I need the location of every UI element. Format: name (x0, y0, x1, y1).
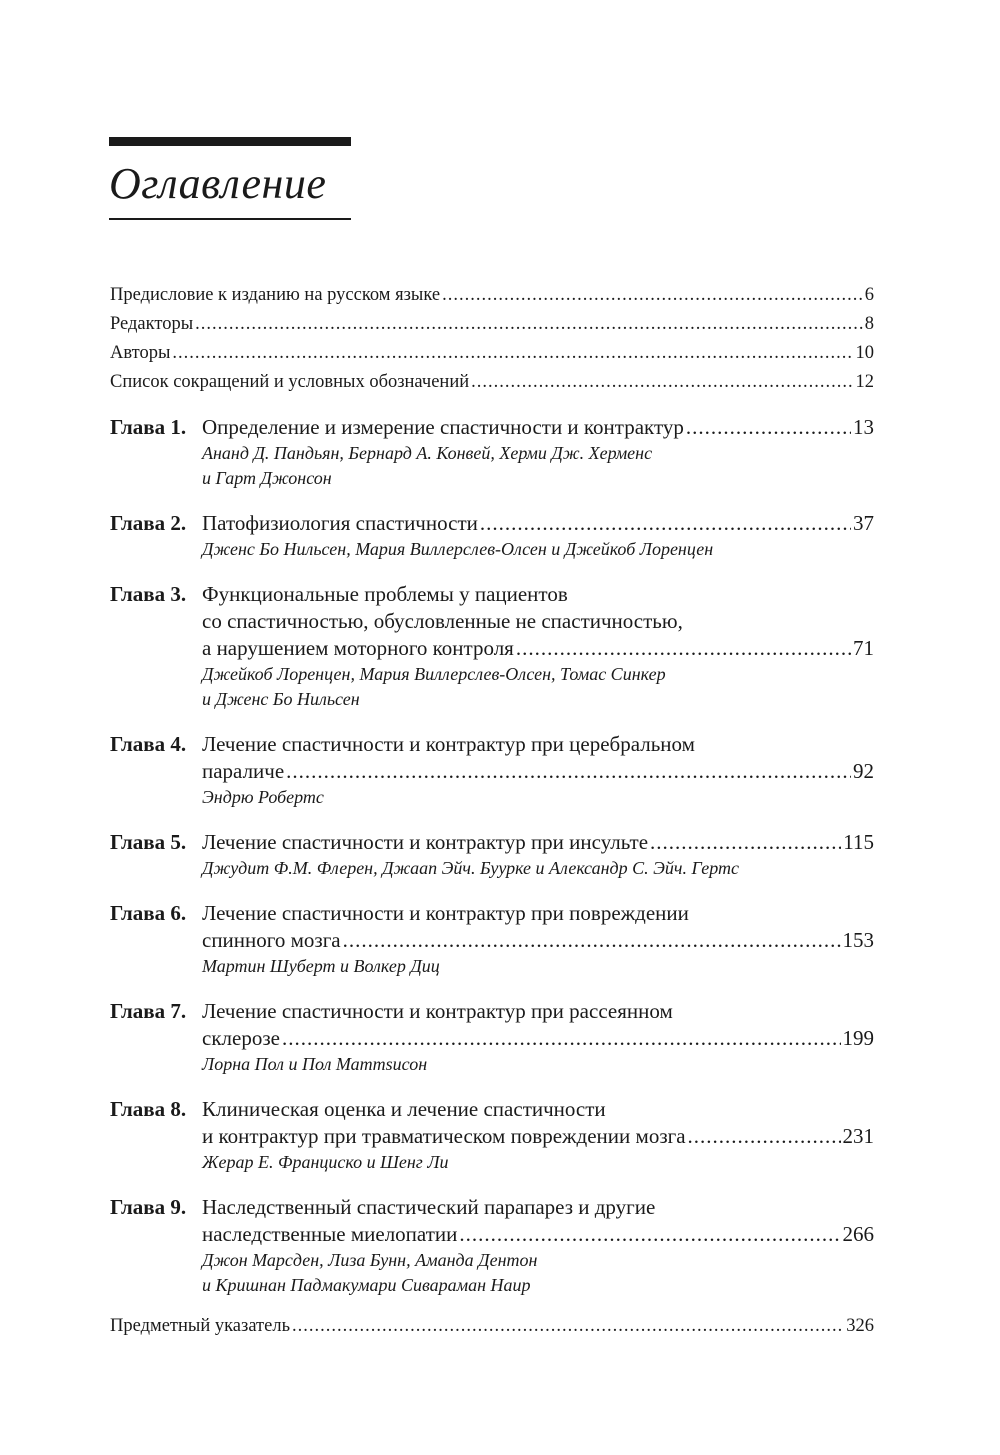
page-number: 6 (864, 285, 874, 305)
chapter-title-line (202, 1221, 874, 1248)
chapter-label: Глава 3. (110, 582, 187, 606)
chapter-label: Глава 8. (110, 1097, 187, 1121)
page-number: 231 (842, 1124, 874, 1148)
entry-spacer (110, 562, 874, 581)
heading-top-rule (109, 137, 351, 146)
table-of-contents (110, 281, 874, 1341)
page-number: 8 (864, 314, 874, 334)
chapter-title-line: Наследственный спастический парапарез и другие (202, 1195, 656, 1219)
chapter-title-text: а нарушением моторного контроля (202, 636, 514, 660)
entry-label: Авторы (110, 343, 171, 363)
toc-entry-front-matter[interactable] (110, 310, 874, 339)
dot-leader (292, 1312, 844, 1341)
chapter-authors: Лорна Пол и Пол Маттsисон (202, 1054, 428, 1074)
chapter-title-line (202, 758, 874, 785)
entry-spacer (110, 810, 874, 829)
page-number: 13 (853, 415, 874, 439)
chapter-label: Глава 2. (110, 511, 187, 535)
page-number: 326 (846, 1316, 874, 1336)
chapter-title-text: склерозе (202, 1026, 280, 1050)
page-number: 71 (853, 636, 874, 660)
chapter-label: Глава 9. (110, 1195, 187, 1219)
entry-label: Предисловие к изданию на русском языке (110, 285, 441, 305)
chapter-title-text: параличе (202, 759, 285, 783)
toc-entry-front-matter[interactable] (110, 339, 874, 368)
chapter-label: Глава 5. (110, 830, 187, 854)
chapter-authors: Мартин Шуберт и Волкер Диц (202, 956, 440, 976)
page-number: 12 (855, 372, 874, 392)
entry-label: Редакторы (110, 314, 194, 334)
page-number: 199 (842, 1026, 874, 1050)
toc-entry-front-matter[interactable] (110, 281, 874, 310)
chapter-title-text: Лечение спастичности и контрактур при инсульте (202, 830, 649, 854)
entry-spacer (110, 1175, 874, 1194)
entry-spacer (110, 979, 874, 998)
chapter-title-line (202, 1025, 874, 1052)
chapter-authors: Ананд Д. Пандьян, Бернард А. Конвей, Херми Дж. Херменс (202, 443, 653, 463)
chapter-body (202, 998, 874, 1077)
chapter-authors: и Дженс Бо Нильсен (202, 689, 360, 709)
dot-leader (172, 339, 853, 368)
page-number: 153 (842, 928, 874, 952)
dot-leader (688, 1123, 841, 1150)
dot-leader (282, 1025, 841, 1052)
dot-leader (686, 414, 851, 441)
dot-leader (480, 510, 851, 537)
toc-entry-chapter[interactable] (110, 581, 874, 712)
chapter-title-line (202, 829, 874, 856)
chapter-body (202, 900, 874, 979)
chapter-authors: Жерар Е. Франциско и Шенг Ли (202, 1152, 449, 1172)
chapter-title-line (202, 927, 874, 954)
chapter-title-line (202, 414, 874, 441)
toc-entry-chapter[interactable] (110, 510, 874, 562)
chapter-title-line: со спастичностью, обусловленные не спастичностью, (202, 609, 683, 633)
entry-spacer (110, 397, 874, 414)
dot-leader (650, 829, 841, 856)
chapter-label: Глава 1. (110, 415, 187, 439)
page-number: 266 (842, 1222, 874, 1246)
chapter-title-text: Патофизиология спастичности (202, 511, 478, 535)
chapter-authors: и Гарт Джонсон (202, 468, 332, 488)
entry-spacer (110, 491, 874, 510)
page-title: Оглавление (109, 159, 327, 208)
dot-leader (459, 1221, 840, 1248)
dot-leader (286, 758, 851, 785)
toc-entry-chapter[interactable] (110, 998, 874, 1077)
chapter-title-line (202, 510, 874, 537)
dot-leader (471, 368, 853, 397)
chapter-title-line: Лечение спастичности и контрактур при церебральном (202, 732, 695, 756)
chapter-title-text: наследственные миелопатии (202, 1222, 458, 1246)
chapter-body (202, 510, 874, 562)
chapter-authors: и Кришнан Падмакумари Сивараман Наир (202, 1275, 531, 1295)
chapter-authors: Джон Марсден, Лиза Бунн, Аманда Дентон (202, 1250, 538, 1270)
toc-entry-chapter[interactable] (110, 900, 874, 979)
chapter-title-line: Клиническая оценка и лечение спастичности (202, 1097, 606, 1121)
chapter-label: Глава 7. (110, 999, 187, 1023)
chapter-title-line (202, 635, 874, 662)
heading-bottom-rule (109, 218, 351, 220)
chapter-title-line: Лечение спастичности и контрактур при повреждении (202, 901, 689, 925)
page-number: 37 (853, 511, 874, 535)
toc-entry-back-matter[interactable] (110, 1312, 874, 1341)
toc-entry-chapter[interactable] (110, 1096, 874, 1175)
chapter-body (202, 581, 874, 712)
toc-entry-chapter[interactable] (110, 829, 874, 881)
toc-entry-chapter[interactable] (110, 731, 874, 810)
toc-heading-block (109, 137, 351, 220)
dot-leader (442, 281, 863, 310)
dot-leader (195, 310, 863, 339)
chapter-title-text: и контрактур при травматическом повреждении мозга (202, 1124, 686, 1148)
chapter-authors: Эндрю Робертс (202, 787, 324, 807)
chapter-label: Глава 6. (110, 901, 187, 925)
entry-label: Предметный указатель (110, 1316, 291, 1336)
chapter-label: Глава 4. (110, 732, 187, 756)
page-number: 92 (853, 759, 874, 783)
chapter-body (202, 414, 874, 491)
toc-entry-chapter[interactable] (110, 414, 874, 491)
chapter-body (202, 1096, 874, 1175)
chapter-title-line: Функциональные проблемы у пациентов (202, 582, 568, 606)
chapter-title-line (202, 1123, 874, 1150)
entry-spacer (110, 1077, 874, 1096)
chapter-body (202, 829, 874, 881)
chapter-title-line: Лечение спастичности и контрактур при рассеянном (202, 999, 673, 1023)
entry-spacer (110, 1298, 874, 1312)
entry-label: Список сокращений и условных обозначений (110, 372, 470, 392)
toc-entry-front-matter[interactable] (110, 368, 874, 397)
entry-spacer (110, 881, 874, 900)
chapter-body (202, 1194, 874, 1298)
page-number: 10 (855, 343, 874, 363)
dot-leader (516, 635, 851, 662)
chapter-title-text: Определение и измерение спастичности и контрактур (202, 415, 684, 439)
chapter-authors: Дженс Бо Нильсен, Мария Виллерслев-Олсен и Джейкоб Лоренцен (202, 539, 714, 559)
page-number: 115 (843, 830, 874, 854)
chapter-title-text: спинного мозга (202, 928, 341, 952)
chapter-authors: Джейкоб Лоренцен, Мария Виллерслев-Олсен, Томас Синкер (202, 664, 666, 684)
toc-entry-chapter[interactable] (110, 1194, 874, 1298)
chapter-body (202, 731, 874, 810)
chapter-authors: Джудит Ф.М. Флерен, Джаап Эйч. Буурке и Александр С. Эйч. Гертс (202, 858, 739, 878)
entry-spacer (110, 712, 874, 731)
dot-leader (343, 927, 841, 954)
